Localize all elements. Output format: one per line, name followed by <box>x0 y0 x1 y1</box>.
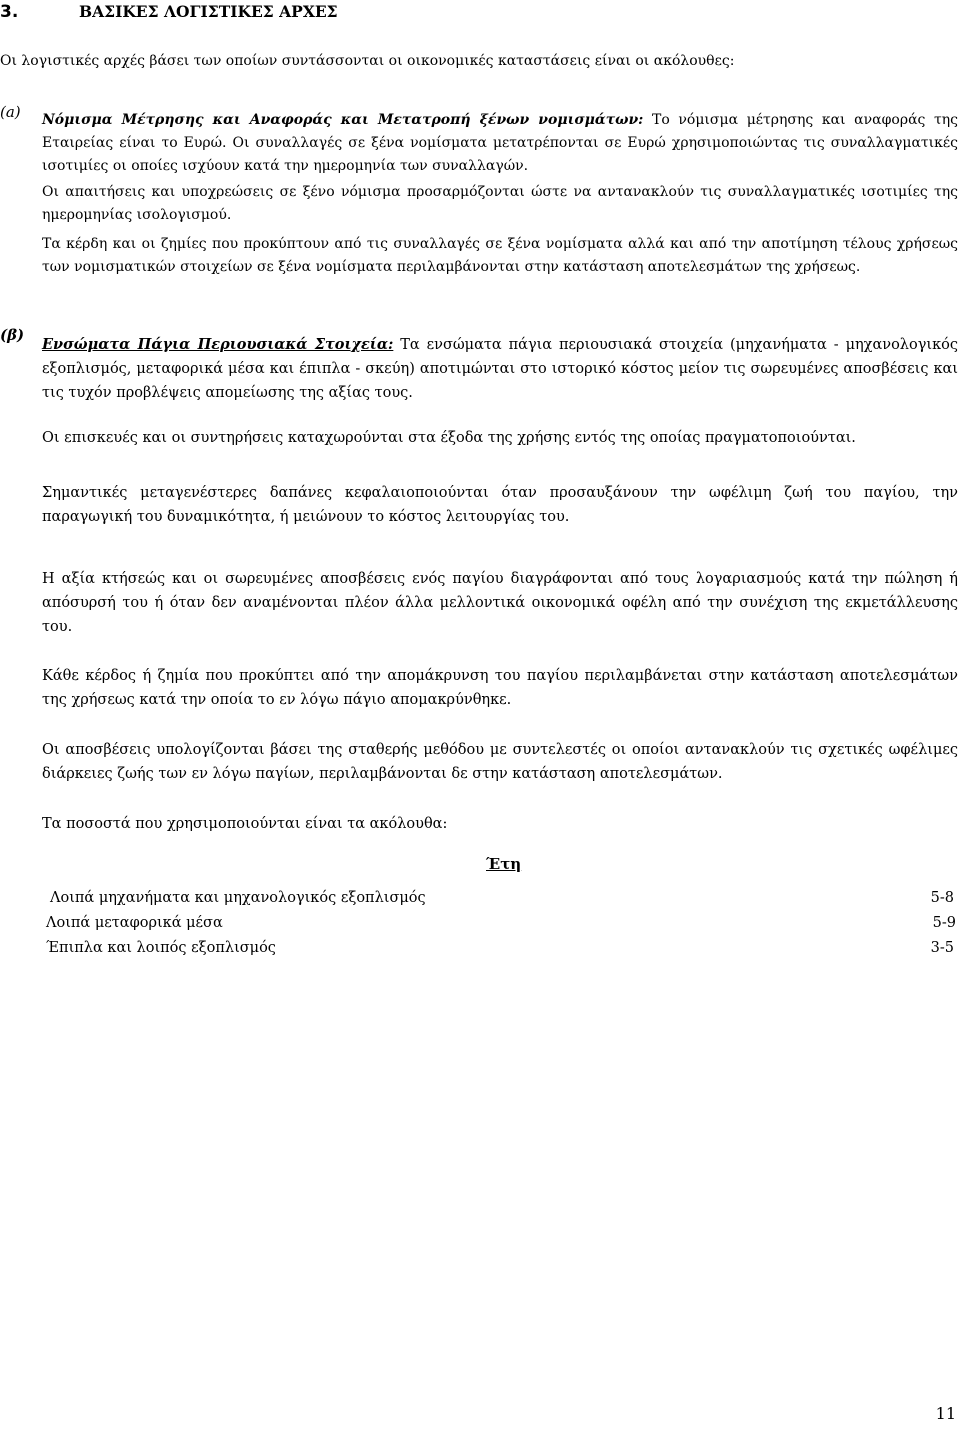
table-row <box>46 915 223 931</box>
item-a-paragraph-3: Τα κέρδη και οι ζημίες που προκύπτουν από τις συναλλαγές σε ξένα νομίσματα αλλά και από την αποτίμηση τέλους χρήσεως των νομισματικών στοιχείων σε ξένα νομίσματα περιλαμβάνονται στην κατάσταση αποτελεσμάτων της χρήσεως. <box>42 236 958 275</box>
item-a-paragraph-1 <box>42 109 958 178</box>
item-b-marker: (β) <box>0 326 25 344</box>
item-b-paragraph-6: Οι αποσβέσεις υπολογίζονται βάσει της σταθερής μεθόδου με συντελεστές οι οποίοι αντανακλούν τις σχετικές ωφέλιμες διάρκειες ζωής των εν λόγω παγίων, περιλαμβάνονται δε στην κατάσταση αποτελεσμάτων. <box>42 742 958 782</box>
item-b-paragraph-7: Τα ποσοστά που χρησιμοποιούνται είναι τα ακόλουθα: <box>42 816 448 832</box>
rates-table-header: Έτη <box>486 855 522 873</box>
rate-value: 5-9 <box>932 915 956 931</box>
rate-value: 3-5 <box>930 940 954 956</box>
item-a-paragraph-2: Οι απαιτήσεις και υποχρεώσεις σε ξένο νόμισμα προσαρμόζονται ώστε να αντανακλούν τις συναλλαγματικές ισοτιμίες της ημερομηνίας ισολογισμού. <box>42 184 958 223</box>
item-b-paragraph-2: Οι επισκευές και οι συντηρήσεις καταχωρούνται στα έξοδα της χρήσης εντός της οποίας πραγματοποιούνται. <box>42 430 856 446</box>
item-a-lead: Νόμισμα Μέτρησης και Αναφοράς και Μετατροπή ξένων νομισμάτων: <box>42 112 644 128</box>
section-number: 3. <box>0 2 19 22</box>
rates-table <box>42 855 958 975</box>
item-b-paragraph-4: Η αξία κτήσεώς και οι σωρευμένες αποσβέσεις ενός παγίου διαγράφονται από τους λογαριασμούς κατά την πώληση ή απόσυρσή του ή όταν δεν αναμένονται πλέον άλλα μελλοντικά οικονομικά οφέλη από την συνέχιση της εκμετάλλευσης του. <box>42 571 958 635</box>
section-title: ΒΑΣΙΚΕΣ ΛΟΓΙΣΤΙΚΕΣ ΑΡΧΕΣ <box>79 2 338 21</box>
intro-paragraph: Οι λογιστικές αρχές βάσει των οποίων συντάσσονται οι οικονομικές καταστάσεις είναι οι ακόλουθες: <box>0 53 735 69</box>
item-a-text: Το νόμισμα μέτρησης και αναφοράς της Εταιρείας είναι το Ευρώ. Οι συναλλαγές σε ξένα νομίσματα μετατρέπονται σε Ευρώ χρησιμοποιώντας τις συναλλαγματικές ισοτιμίες οι οποίες ισχύουν κατά την ημερομηνία των συναλλαγών. <box>42 112 958 174</box>
rate-label: Λοιπά μηχανήματα και μηχανολογικός εξοπλισμός <box>50 890 426 906</box>
item-b-paragraph-3: Σημαντικές μεταγενέστερες δαπάνες κεφαλαιοποιούνται όταν προσαυξάνουν την ωφέλιμη ζωή του παγίου, την παραγωγική του δυναμικότητα, ή μειώνουν το κόστος λειτουργίας του. <box>42 485 958 525</box>
table-row <box>46 940 276 956</box>
page-number: 11 <box>935 1404 956 1423</box>
item-a-marker: (a) <box>0 103 21 121</box>
item-b-lead: Ενσώματα Πάγια Περιουσιακά Στοιχεία: <box>42 336 394 353</box>
item-b-text: Τα ενσώματα πάγια περιουσιακά στοιχεία (μηχανήματα - μηχανολογικός εξοπλισμός, μεταφορικά μέσα και έπιπλα - σκεύη) αποτιμώνται στο ιστορικό κόστος μείον τις σωρευμένες αποσβέσεις και τις τυχόν προβλέψεις απομείωσης της αξίας τους. <box>42 337 958 401</box>
item-b-paragraph-5: Κάθε κέρδος ή ζημία που προκύπτει από την απομάκρυνση του παγίου περιλαμβάνεται στην κατάσταση αποτελεσμάτων της χρήσεως κατά την οποία το εν λόγω πάγιο απομακρύνθηκε. <box>42 668 958 708</box>
rate-value: 5-8 <box>930 890 954 906</box>
rate-label: Λοιπά μεταφορικά μέσα <box>46 915 223 931</box>
item-b-paragraph-1 <box>42 333 958 405</box>
rate-label: Έπιπλα και λοιπός εξοπλισμός <box>46 940 276 956</box>
table-row <box>50 890 426 906</box>
